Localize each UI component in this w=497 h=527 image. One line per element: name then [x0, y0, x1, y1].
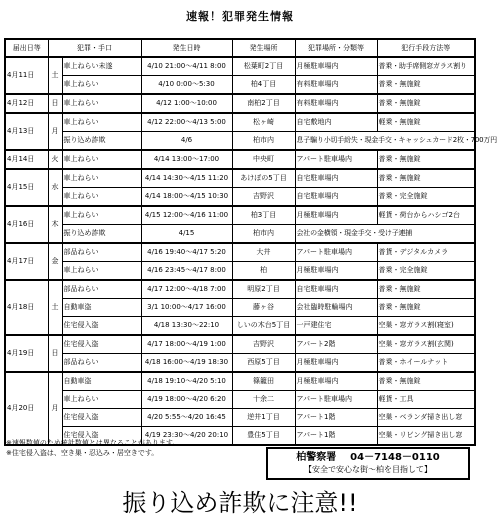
- weekday-cell: 日: [48, 335, 62, 372]
- method-cell: 普乗・無施錠: [377, 372, 475, 391]
- table-row: [5, 409, 475, 427]
- table-header-row: [5, 39, 475, 57]
- header-date: 届出日等: [5, 39, 48, 57]
- place-cell: 柏市内: [232, 132, 295, 151]
- time-cell: 4/14 14:30～4/15 11:20: [141, 169, 232, 188]
- date-cell: 4月16日: [5, 206, 48, 243]
- time-cell: 4/19 18:00～4/20 6:20: [141, 391, 232, 409]
- method-cell: 普乗・無施錠: [377, 169, 475, 188]
- time-cell: 4/18 13:30～22:10: [141, 317, 232, 336]
- place-cell: 中央町: [232, 150, 295, 169]
- place-cell: あけぼの5丁目: [232, 169, 295, 188]
- location-cell: アパート駐車場内: [295, 150, 377, 169]
- table-row: [5, 113, 475, 132]
- weekday-cell: 月: [48, 113, 62, 150]
- table-row: [5, 188, 475, 207]
- location-cell: 自宅敷地内: [295, 113, 377, 132]
- time-cell: 4/14 13:00～17:00: [141, 150, 232, 169]
- date-cell: 4月12日: [5, 94, 48, 113]
- weekday-cell: 火: [48, 150, 62, 169]
- date-cell: 4月11日: [5, 57, 48, 94]
- location-cell: 有料駐車場内: [295, 94, 377, 113]
- place-cell: 南柏2丁目: [232, 94, 295, 113]
- location-cell: 月極駐車場内: [295, 57, 377, 76]
- table-row: [5, 206, 475, 225]
- location-cell: 自宅駐車場内: [295, 169, 377, 188]
- table-row: [5, 299, 475, 317]
- method-cell: 空巣・リビング掃き出し窓: [377, 427, 475, 446]
- method-cell: 空巣・ベランダ掃き出し窓: [377, 409, 475, 427]
- method-cell: 普乗・無施錠: [377, 280, 475, 299]
- note-1: ※速報数値のため統計数値とは異なることがあります。: [6, 439, 180, 447]
- crime-cell: 車上ねらい: [62, 262, 141, 281]
- time-cell: 4/14 18:00～4/15 10:30: [141, 188, 232, 207]
- place-cell: 大井: [232, 243, 295, 262]
- table-row: [5, 372, 475, 391]
- crime-cell: 住宅侵入盗: [62, 409, 141, 427]
- time-cell: 4/6: [141, 132, 232, 151]
- table-row: [5, 262, 475, 281]
- weekday-cell: 月: [48, 372, 62, 445]
- table-row: [5, 225, 475, 244]
- table-row: [5, 317, 475, 336]
- location-cell: 月極駐車場内: [295, 354, 377, 373]
- note-2: ※住宅侵入盗は、空き巣・忍込み・居空きです。: [6, 449, 159, 457]
- method-cell: 普乗・無施錠: [377, 150, 475, 169]
- place-cell: 藤ヶ谷: [232, 299, 295, 317]
- time-cell: 4/17 12:00～4/18 7:00: [141, 280, 232, 299]
- table-row: [5, 132, 475, 151]
- method-cell: 普乗・無施錠: [377, 76, 475, 95]
- crime-cell: 自動車盗: [62, 299, 141, 317]
- bulletin-title: 速報！犯罪発生情報: [186, 10, 294, 23]
- table-row: [5, 391, 475, 409]
- method-cell: 普乗・無施錠: [377, 94, 475, 113]
- police-name-phone: [268, 452, 468, 464]
- crime-cell: 車上ねらい: [62, 188, 141, 207]
- table-row: [5, 57, 475, 76]
- table-row: [5, 94, 475, 113]
- police-name: 柏警察署: [296, 452, 337, 463]
- location-cell: アパート駐車場内: [295, 391, 377, 409]
- police-phone: 04－7148－0110: [350, 452, 440, 463]
- table-row: [5, 280, 475, 299]
- place-cell: 吉野沢: [232, 335, 295, 354]
- method-cell: 空巣・窓ガラス割(寝室): [377, 317, 475, 336]
- header-crime: 犯罪・手口: [48, 39, 141, 57]
- police-contact-box: [266, 447, 470, 480]
- header-method: 犯行手段方法等: [377, 39, 475, 57]
- table-row: [5, 169, 475, 188]
- police-slogan: 【安全で安心な街～柏を目指して】: [304, 465, 432, 474]
- location-cell: 自宅駐車場内: [295, 280, 377, 299]
- crime-cell: 部品ねらい: [62, 243, 141, 262]
- place-cell: 松葉町2丁目: [232, 57, 295, 76]
- place-cell: 逆井1丁目: [232, 409, 295, 427]
- table-row: [5, 150, 475, 169]
- location-cell: 月極駐車場内: [295, 206, 377, 225]
- weekday-cell: 金: [48, 243, 62, 280]
- place-cell: 西原5丁目: [232, 354, 295, 373]
- time-cell: 4/18 19:10～4/20 5:10: [141, 372, 232, 391]
- crime-cell: 車上ねらい: [62, 206, 141, 225]
- time-cell: 4/17 18:00～4/19 1:00: [141, 335, 232, 354]
- time-cell: 4/12 22:00～4/13 5:00: [141, 113, 232, 132]
- time-cell: 4/10 0:00～5:30: [141, 76, 232, 95]
- method-cell: 軽貨・工具: [377, 391, 475, 409]
- crime-cell: 車上ねらい未遂: [62, 57, 141, 76]
- time-cell: 4/19 23:30～4/20 20:10: [141, 427, 232, 446]
- location-cell: アパート駐車場内: [295, 243, 377, 262]
- location-cell: 一戸建住宅: [295, 317, 377, 336]
- crime-cell: 住宅侵入盗: [62, 427, 141, 446]
- place-cell: しいの木台5丁目: [232, 317, 295, 336]
- crime-cell: 車上ねらい: [62, 391, 141, 409]
- crime-cell: 住宅侵入盗: [62, 317, 141, 336]
- place-cell: 柏4丁目: [232, 76, 295, 95]
- location-cell: 息子騙り小切手紛失・現金手交・キャッシュカード2枚・700万円: [295, 132, 475, 151]
- method-cell: 軽貨・荷台からハシゴ2台: [377, 206, 475, 225]
- time-cell: 4/10 21:00～4/11 8:00: [141, 57, 232, 76]
- location-cell: アパート1階: [295, 409, 377, 427]
- location-cell: アパート1階: [295, 427, 377, 446]
- weekday-cell: 土: [48, 280, 62, 335]
- weekday-cell: 日: [48, 94, 62, 113]
- place-cell: 柏市内: [232, 225, 295, 244]
- time-cell: 4/16 23:45～4/17 8:00: [141, 262, 232, 281]
- time-cell: 4/12 1:00～10:00: [141, 94, 232, 113]
- weekday-cell: 水: [48, 169, 62, 206]
- date-cell: 4月15日: [5, 169, 48, 206]
- place-cell: 明原2丁目: [232, 280, 295, 299]
- time-cell: 3/1 10:00～4/17 16:00: [141, 299, 232, 317]
- crime-cell: 住宅侵入盗: [62, 335, 141, 354]
- place-cell: 吉野沢: [232, 188, 295, 207]
- crime-cell: 部品ねらい: [62, 354, 141, 373]
- location-cell: 自宅駐車場内: [295, 188, 377, 207]
- table-row: [5, 354, 475, 373]
- crime-cell: 車上ねらい: [62, 76, 141, 95]
- place-cell: 柏: [232, 262, 295, 281]
- time-cell: 4/20 5:55～4/20 16:45: [141, 409, 232, 427]
- location-cell: 会社臨時駐輪場内: [295, 299, 377, 317]
- method-cell: 普乗・完全施錠: [377, 188, 475, 207]
- fraud-warning: 振り込め詐欺に注意!!: [122, 489, 358, 517]
- method-cell: 普乗・助手席側窓ガラス割り: [377, 57, 475, 76]
- crime-cell: 部品ねらい: [62, 280, 141, 299]
- crime-cell: 自動車盗: [62, 372, 141, 391]
- location-cell: 月極駐車場内: [295, 262, 377, 281]
- crime-cell: 車上ねらい: [62, 169, 141, 188]
- date-cell: 4月13日: [5, 113, 48, 150]
- place-cell: 十余二: [232, 391, 295, 409]
- method-cell: 普乗・ホイールナット: [377, 354, 475, 373]
- location-cell: 月極駐車場内: [295, 372, 377, 391]
- table-row: [5, 335, 475, 354]
- date-cell: 4月14日: [5, 150, 48, 169]
- location-cell: 会社の金横領・現金手交・受け子連捕: [295, 225, 475, 244]
- weekday-cell: 木: [48, 206, 62, 243]
- place-cell: 柏3丁目: [232, 206, 295, 225]
- date-cell: 4月18日: [5, 280, 48, 335]
- method-cell: 軽乗・無施錠: [377, 113, 475, 132]
- time-cell: 4/15: [141, 225, 232, 244]
- place-cell: 篠籠田: [232, 372, 295, 391]
- method-cell: 普貨・デジタルカメラ: [377, 243, 475, 262]
- weekday-cell: 土: [48, 57, 62, 94]
- crime-table: [4, 38, 497, 446]
- table-row: [5, 76, 475, 95]
- notes: [6, 438, 179, 458]
- crime-cell: 振り込め詐欺: [62, 132, 141, 151]
- place-cell: 豊住5丁目: [232, 427, 295, 446]
- date-cell: 4月20日: [5, 372, 48, 445]
- crime-cell: 車上ねらい: [62, 94, 141, 113]
- table-body: [5, 57, 497, 445]
- header-location: 犯罪場所・分類等: [295, 39, 377, 57]
- header-time: 発生日時: [141, 39, 232, 57]
- method-cell: 空巣・窓ガラス割(玄関): [377, 335, 475, 354]
- method-cell: 普乗・完全施錠: [377, 262, 475, 281]
- date-cell: 4月19日: [5, 335, 48, 372]
- time-cell: 4/18 16:00～4/19 18:30: [141, 354, 232, 373]
- table-row: [5, 243, 475, 262]
- time-cell: 4/16 19:40～4/17 5:20: [141, 243, 232, 262]
- date-cell: 4月17日: [5, 243, 48, 280]
- time-cell: 4/15 12:00～4/16 11:00: [141, 206, 232, 225]
- location-cell: アパート2階: [295, 335, 377, 354]
- crime-cell: 振り込め詐欺: [62, 225, 141, 244]
- crime-cell: 車上ねらい: [62, 113, 141, 132]
- header-place: 発生場所: [232, 39, 295, 57]
- method-cell: 普乗・無施錠: [377, 299, 475, 317]
- crime-cell: 車上ねらい: [62, 150, 141, 169]
- place-cell: 松ヶ崎: [232, 113, 295, 132]
- location-cell: 有料駐車場内: [295, 76, 377, 95]
